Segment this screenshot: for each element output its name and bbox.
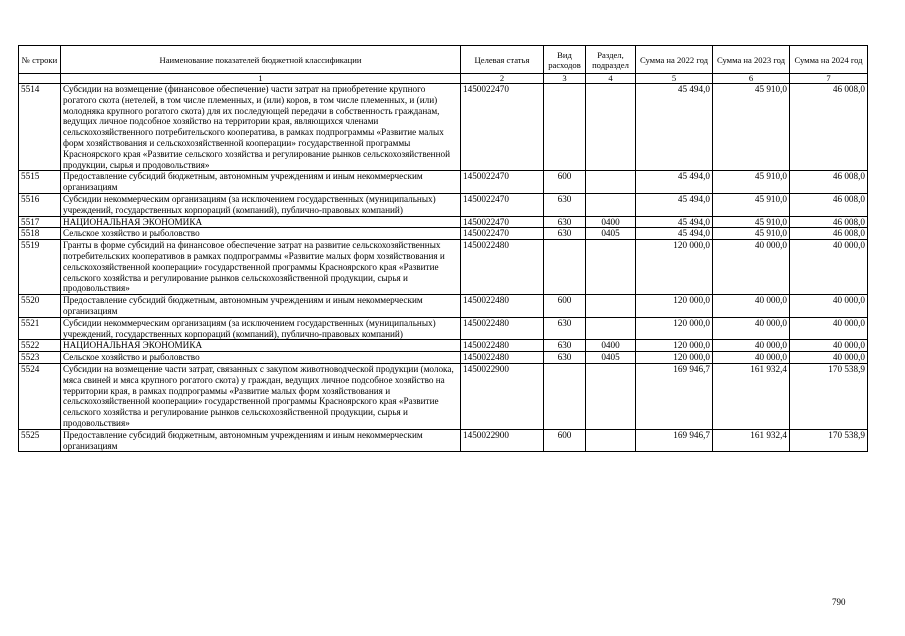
row-sum-2024: 170 538,9 — [790, 363, 868, 429]
row-target-code: 1450022480 — [461, 352, 544, 364]
row-razdel: 0405 — [586, 228, 636, 240]
header-sum-2024: Сумма на 2024 год — [790, 46, 868, 74]
table-row — [19, 216, 868, 228]
row-number: 5520 — [19, 295, 61, 318]
row-razdel — [586, 240, 636, 295]
row-name: Предоставление субсидий бюджетным, автономным учреждениям и иным некоммерческим организациям — [61, 429, 461, 452]
row-sum-2022: 45 494,0 — [636, 216, 713, 228]
row-sum-2023: 45 910,0 — [713, 171, 790, 194]
row-sum-2024: 40 000,0 — [790, 352, 868, 364]
row-sum-2024: 40 000,0 — [790, 295, 868, 318]
column-number: 7 — [790, 74, 868, 84]
row-vid: 630 — [544, 352, 586, 364]
row-sum-2024: 46 008,0 — [790, 193, 868, 216]
row-sum-2022: 45 494,0 — [636, 193, 713, 216]
column-number: 3 — [544, 74, 586, 84]
row-number: 5525 — [19, 429, 61, 452]
row-sum-2022: 120 000,0 — [636, 295, 713, 318]
row-sum-2024: 40 000,0 — [790, 317, 868, 340]
row-vid: 630 — [544, 216, 586, 228]
row-vid — [544, 240, 586, 295]
table-row — [19, 363, 868, 429]
row-sum-2023: 45 910,0 — [713, 216, 790, 228]
row-razdel — [586, 295, 636, 318]
row-razdel — [586, 317, 636, 340]
row-target-code: 1450022480 — [461, 340, 544, 352]
row-sum-2023: 45 910,0 — [713, 228, 790, 240]
row-vid: 600 — [544, 171, 586, 194]
row-name: НАЦИОНАЛЬНАЯ ЭКОНОМИКА — [61, 216, 461, 228]
row-razdel — [586, 84, 636, 171]
row-target-code: 1450022470 — [461, 171, 544, 194]
row-sum-2023: 161 932,4 — [713, 429, 790, 452]
row-vid: 600 — [544, 429, 586, 452]
row-number: 5515 — [19, 171, 61, 194]
column-number: 1 — [61, 74, 461, 84]
table-row — [19, 317, 868, 340]
row-target-code: 1450022470 — [461, 228, 544, 240]
header-vid: Вид расходов — [544, 46, 586, 74]
row-sum-2024: 40 000,0 — [790, 340, 868, 352]
row-sum-2022: 120 000,0 — [636, 352, 713, 364]
row-number: 5521 — [19, 317, 61, 340]
row-name: Сельское хозяйство и рыболовство — [61, 352, 461, 364]
row-sum-2024: 46 008,0 — [790, 84, 868, 171]
row-target-code: 1450022470 — [461, 84, 544, 171]
row-name: Субсидии некоммерческим организациям (за исключением государственных (муниципальных) учреждений, государственных корпораций (компаний), публично-правовых компаний) — [61, 193, 461, 216]
row-sum-2024: 46 008,0 — [790, 216, 868, 228]
row-sum-2024: 170 538,9 — [790, 429, 868, 452]
row-number: 5522 — [19, 340, 61, 352]
page-number: 790 — [832, 597, 846, 607]
row-sum-2023: 40 000,0 — [713, 240, 790, 295]
row-name: Сельское хозяйство и рыболовство — [61, 228, 461, 240]
table-body — [19, 84, 868, 452]
row-vid: 630 — [544, 228, 586, 240]
header-row — [19, 46, 868, 74]
row-name: Субсидии некоммерческим организациям (за исключением государственных (муниципальных) учреждений, государственных корпораций (компаний), публично-правовых компаний) — [61, 317, 461, 340]
column-number: 6 — [713, 74, 790, 84]
row-vid: 630 — [544, 193, 586, 216]
row-target-code: 1450022480 — [461, 317, 544, 340]
row-razdel — [586, 193, 636, 216]
document-page — [18, 45, 867, 452]
header-name: Наименование показателей бюджетной классификации — [61, 46, 461, 74]
row-sum-2023: 40 000,0 — [713, 317, 790, 340]
row-target-code: 1450022470 — [461, 216, 544, 228]
row-target-code: 1450022480 — [461, 295, 544, 318]
row-vid — [544, 84, 586, 171]
row-sum-2022: 169 946,7 — [636, 429, 713, 452]
row-number: 5517 — [19, 216, 61, 228]
row-sum-2024: 40 000,0 — [790, 240, 868, 295]
row-vid: 630 — [544, 340, 586, 352]
row-name: Предоставление субсидий бюджетным, автономным учреждениям и иным некоммерческим организациям — [61, 171, 461, 194]
header-row-no: № строки — [19, 46, 61, 74]
table-row — [19, 340, 868, 352]
row-sum-2022: 45 494,0 — [636, 228, 713, 240]
row-sum-2022: 120 000,0 — [636, 240, 713, 295]
header-razdel: Раздел, подраздел — [586, 46, 636, 74]
row-sum-2023: 161 932,4 — [713, 363, 790, 429]
row-vid: 630 — [544, 317, 586, 340]
row-name: Субсидии на возмещение части затрат, связанных с закупом животноводческой продукции (молока, мяса свиней и мяса крупного рогатого скота) у граждан, ведущих личное подсобное хозяйство на территории края, в рамках подпрограммы «Развитие малых форм хозяйствования и сельскохозяйственной кооперации» государственной программы Красноярского края «Развитие сельского хозяйства и регулирование рынков сельскохозяйственной продукции, сырья и продовольствия» — [61, 363, 461, 429]
row-vid: 600 — [544, 295, 586, 318]
row-razdel: 0400 — [586, 216, 636, 228]
row-razdel — [586, 363, 636, 429]
row-number: 5516 — [19, 193, 61, 216]
table-row — [19, 240, 868, 295]
column-number: 2 — [461, 74, 544, 84]
row-razdel — [586, 429, 636, 452]
header-sum-2023: Сумма на 2023 год — [713, 46, 790, 74]
row-sum-2022: 120 000,0 — [636, 317, 713, 340]
row-target-code: 1450022480 — [461, 240, 544, 295]
row-number: 5519 — [19, 240, 61, 295]
row-name: Предоставление субсидий бюджетным, автономным учреждениям и иным некоммерческим организациям — [61, 295, 461, 318]
table-row — [19, 84, 868, 171]
row-name: Гранты в форме субсидий на финансовое обеспечение затрат на развитие сельскохозяйственных потребительских кооперативов в рамках подпрограммы «Развитие малых форм хозяйствования и сельскохозяйственной кооперации» государственной программы Красноярского края «Развитие сельского хозяйства и регулирование рынков сельскохозяйственной продукции, сырья и продовольствия» — [61, 240, 461, 295]
row-razdel: 0405 — [586, 352, 636, 364]
row-sum-2024: 46 008,0 — [790, 171, 868, 194]
row-sum-2023: 45 910,0 — [713, 193, 790, 216]
row-sum-2022: 45 494,0 — [636, 84, 713, 171]
row-sum-2023: 40 000,0 — [713, 340, 790, 352]
row-sum-2022: 45 494,0 — [636, 171, 713, 194]
column-number: 5 — [636, 74, 713, 84]
row-name: НАЦИОНАЛЬНАЯ ЭКОНОМИКА — [61, 340, 461, 352]
row-number: 5523 — [19, 352, 61, 364]
row-target-code: 1450022900 — [461, 429, 544, 452]
row-razdel: 0400 — [586, 340, 636, 352]
table-row — [19, 295, 868, 318]
column-number-row — [19, 74, 868, 84]
table-row — [19, 193, 868, 216]
row-number: 5524 — [19, 363, 61, 429]
row-vid — [544, 363, 586, 429]
row-razdel — [586, 171, 636, 194]
row-number: 5518 — [19, 228, 61, 240]
row-name: Субсидии на возмещение (финансовое обеспечение) части затрат на приобретение крупного рогатого скота (нетелей, в том числе племенных, и (или) коров, в том числе племенных, и (или) молодняка крупного рогатого скота) для их последующей передачи в собственность гражданам, ведущих личное подсобное хозяйство на территории края, являющихся членами сельскохозяйственного потребительского кооператива, в рамках подпрограммы «Развитие малых форм хозяйствования и сельскохозяйственной кооперации» государственной программы Красноярского края «Развитие сельского хозяйства и регулирование рынков сельскохозяйственной продукции, сырья и продовольствия» — [61, 84, 461, 171]
row-target-code: 1450022900 — [461, 363, 544, 429]
table-row — [19, 429, 868, 452]
row-sum-2022: 120 000,0 — [636, 340, 713, 352]
table-row — [19, 171, 868, 194]
row-sum-2022: 169 946,7 — [636, 363, 713, 429]
row-sum-2023: 40 000,0 — [713, 352, 790, 364]
row-sum-2024: 46 008,0 — [790, 228, 868, 240]
column-number — [19, 74, 61, 84]
header-target: Целевая статья — [461, 46, 544, 74]
row-number: 5514 — [19, 84, 61, 171]
row-sum-2023: 45 910,0 — [713, 84, 790, 171]
header-sum-2022: Сумма на 2022 год — [636, 46, 713, 74]
column-number: 4 — [586, 74, 636, 84]
table-row — [19, 352, 868, 364]
row-target-code: 1450022470 — [461, 193, 544, 216]
table-row — [19, 228, 868, 240]
row-sum-2023: 40 000,0 — [713, 295, 790, 318]
budget-table — [18, 45, 868, 452]
